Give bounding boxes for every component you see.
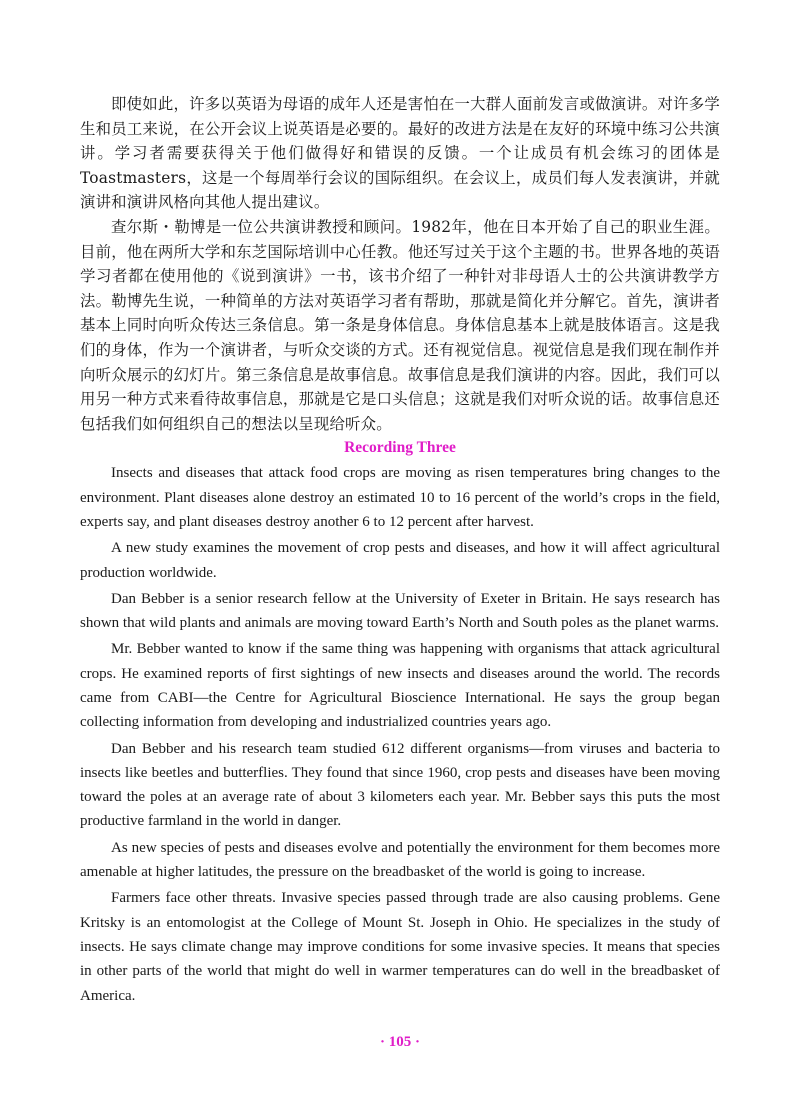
paragraph: 查尔斯・勒博是一位公共演讲教授和顾问。1982年，他在日本开始了自己的职业生涯。目前，他在两所大学和东芝国际培训中心任教。他还写过关于这个主题的书。世界各地的英语学习者都在使用他的《说到演讲》一书，该书介绍了一种针对非母语人士的公共演讲教学方法。勒博先生说，一种简单的方法对英语学习者有帮助，那就是简化并分解它。首先，演讲者基本上同时向听众传达三条信息。第一条是身体信息。身体信息基本上就是肢体语言。这是我们的身体，作为一个演讲者，与听众交谈的方式。还有视觉信息。视觉信息是我们现在制作并向听众展示的幻灯片。第三条信息是故事信息。故事信息是我们演讲的内容。因此，我们可以用另一种方式来看待故事信息，那就是它是口头信息；这就是我们对听众说的话。故事信息还包括我们如何组织自己的想法以呈现给听众。 xyxy=(80,217,720,433)
paragraph: Dan Bebber is a senior research fellow at the University of Exeter in Britain. He says research has shown that wild plants and animals are moving toward Earth’s North and South poles as the planet warms. xyxy=(80,590,720,632)
page-number: · 105 · xyxy=(379,1034,420,1050)
paragraph: Mr. Bebber wanted to know if the same thing was happening with organisms that attack agricultural crops. He examined reports of first sightings of new insects and diseases around the world. The records came from CABI—the Centre for Agricultural Bioscience International. He says the group began collecting information from developing and industrialized countries years ago. xyxy=(80,641,720,731)
paragraph: Farmers face other threats. Invasive species passed through trade are also causing problems. Gene Kritsky is an entomologist at the College of Mount St. Joseph in Ohio. He specializes in the study of insects. He says climate change may improve conditions for some invasive species. It means that species in other parts of the world that might do well in warmer temperatures can do well in the breadbasket of America. xyxy=(80,890,720,1004)
chinese-translation xyxy=(80,92,720,436)
paragraph: Dan Bebber and his research team studied 612 different organisms—from viruses and bacteria to insects like beetles and butterflies. They found that since 1960, crop pests and diseases have been moving toward the poles at an average rate of about 3 kilometers each year. Mr. Bebber says this puts the most productive farmland in the world in danger. xyxy=(80,740,720,830)
page-body xyxy=(80,92,720,1010)
english-transcript xyxy=(80,461,720,1008)
paragraph: A new study examines the movement of crop pests and diseases, and how it will affect agricultural production worldwide. xyxy=(80,540,720,581)
paragraph: As new species of pests and diseases evolve and potentially the environment for them becomes more amenable at higher latitudes, the pressure on the breadbasket of the world is going to increase. xyxy=(80,839,720,881)
section-heading: Recording Three xyxy=(344,439,456,457)
paragraph: 即使如此，许多以英语为母语的成年人还是害怕在一大群人面前发言或做演讲。对许多学生和员工来说，在公开会议上说英语是必要的。最好的改进方法是在友好的环境中练习公共演讲。学习者需要获得关于他们做得好和错误的反馈。一个让成员有机会练习的团体是Toastmasters，这是一个每周举行会议的国际组织。在会议上，成员们每人发表演讲，并就演讲和演讲风格向其他人提出建议。 xyxy=(80,95,720,212)
paragraph: Insects and diseases that attack food crops are moving as risen temperatures bring changes to the environment. Plant diseases alone destroy an estimated 10 to 16 percent of the world’s crops in the field, experts say, and plant diseases destroy another 6 to 12 percent after harvest. xyxy=(80,465,720,530)
